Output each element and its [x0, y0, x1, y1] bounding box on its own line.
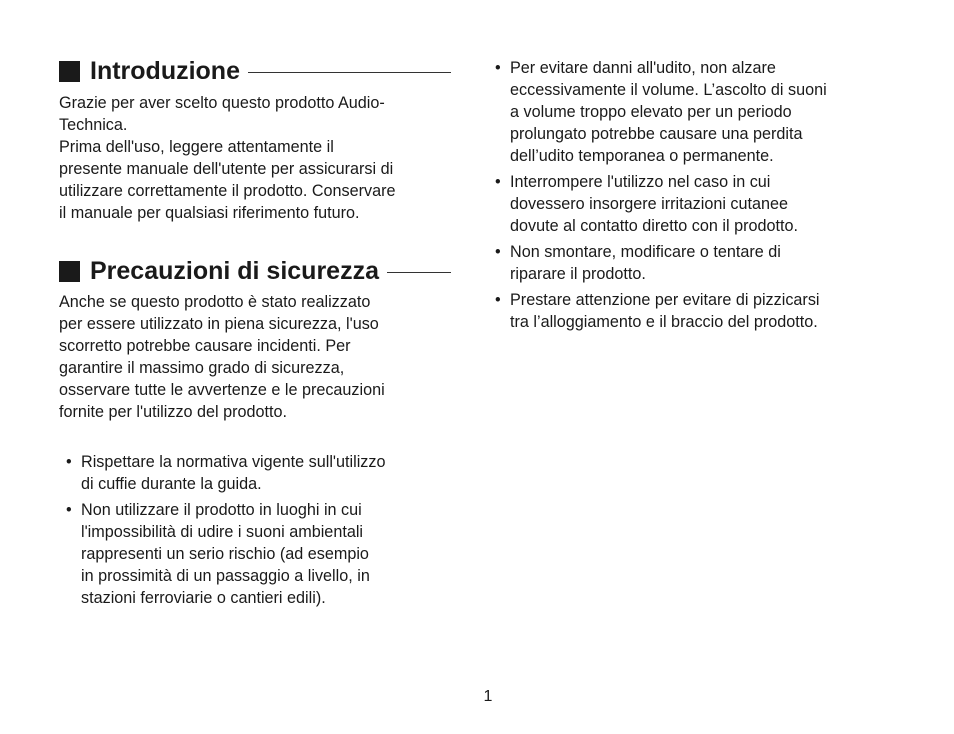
bullet-line: prolungato potrebbe causare una perdita: [510, 125, 803, 143]
bullet-line: Non utilizzare il prodotto in luoghi in cui: [81, 501, 362, 519]
bullet-line: Rispettare la normativa vigente sull'utilizzo: [81, 453, 386, 471]
intro-heading: [59, 56, 451, 86]
bullet-icon: •: [495, 59, 501, 77]
bullet-line: dell’udito temporanea o permanente.: [510, 147, 774, 165]
bullet-line: Interrompere l'utilizzo nel caso in cui: [510, 173, 771, 191]
intro-line: Technica.: [59, 116, 128, 134]
safety-heading: [59, 256, 451, 286]
intro-title: Introduzione: [90, 56, 240, 85]
bullet-line: Per evitare danni all'udito, non alzare: [510, 59, 776, 77]
safety-line: Anche se questo prodotto è stato realizzato: [59, 293, 371, 311]
bullet-line: a volume troppo elevato per un periodo: [510, 103, 792, 121]
bullet-line: stazioni ferroviarie o cantieri edili).: [81, 589, 326, 607]
safety-line: garantire il massimo grado di sicurezza,: [59, 359, 345, 377]
safety-line: per essere utilizzato in piena sicurezza, l'uso: [59, 315, 379, 333]
list-item: [66, 499, 451, 609]
bullet-line: l'impossibilità di udire i suoni ambientali: [81, 523, 364, 541]
bullet-icon: •: [495, 173, 501, 191]
safety-line: osservare tutte le avvertenze e le precauzioni: [59, 381, 385, 399]
safety-bullet-list-left: [66, 451, 451, 613]
bullet-line: riparare il prodotto.: [510, 265, 646, 283]
bullet-line: eccessivamente il volume. L’ascolto di suoni: [510, 81, 827, 99]
list-item: [66, 451, 451, 495]
intro-line: presente manuale dell'utente per assicurarsi di: [59, 160, 394, 178]
bullet-line: tra l’alloggiamento e il braccio del prodotto.: [510, 313, 818, 331]
safety-bullet-list-right: [495, 57, 890, 337]
list-item: [495, 171, 890, 237]
bullet-line: Prestare attenzione per evitare di pizzicarsi: [510, 291, 820, 309]
bullet-icon: •: [66, 453, 72, 471]
safety-line: scorretto potrebbe causare incidenti. Per: [59, 337, 351, 355]
intro-line: il manuale per qualsiasi riferimento futuro.: [59, 204, 360, 222]
bullet-icon: •: [495, 243, 501, 261]
intro-line: Prima dell'uso, leggere attentamente il: [59, 138, 334, 156]
heading-square-icon: [59, 61, 80, 82]
heading-rule: [248, 72, 451, 73]
intro-paragraph: [59, 92, 454, 224]
bullet-icon: •: [66, 501, 72, 519]
safety-paragraph: [59, 291, 454, 423]
intro-line: Grazie per aver scelto questo prodotto Audio-: [59, 94, 385, 112]
safety-title: Precauzioni di sicurezza: [90, 256, 379, 285]
page-number-label: 1: [483, 688, 493, 705]
intro-line: utilizzare correttamente il prodotto. Conservare: [59, 182, 396, 200]
bullet-icon: •: [495, 291, 501, 309]
bullet-line: dovute al contatto diretto con il prodotto.: [510, 217, 798, 235]
bullet-line: Non smontare, modificare o tentare di: [510, 243, 781, 261]
bullet-line: dovessero insorgere irritazioni cutanee: [510, 195, 789, 213]
list-item: [495, 57, 890, 167]
heading-rule: [387, 272, 451, 273]
list-item: [495, 289, 890, 333]
safety-line: fornite per l'utilizzo del prodotto.: [59, 403, 288, 421]
bullet-line: in prossimità di un passaggio a livello, in: [81, 567, 370, 585]
heading-square-icon: [59, 261, 80, 282]
list-item: [495, 241, 890, 285]
bullet-line: di cuffie durante la guida.: [81, 475, 262, 493]
bullet-line: rappresenti un serio rischio (ad esempio: [81, 545, 369, 563]
page-number: [0, 688, 954, 706]
